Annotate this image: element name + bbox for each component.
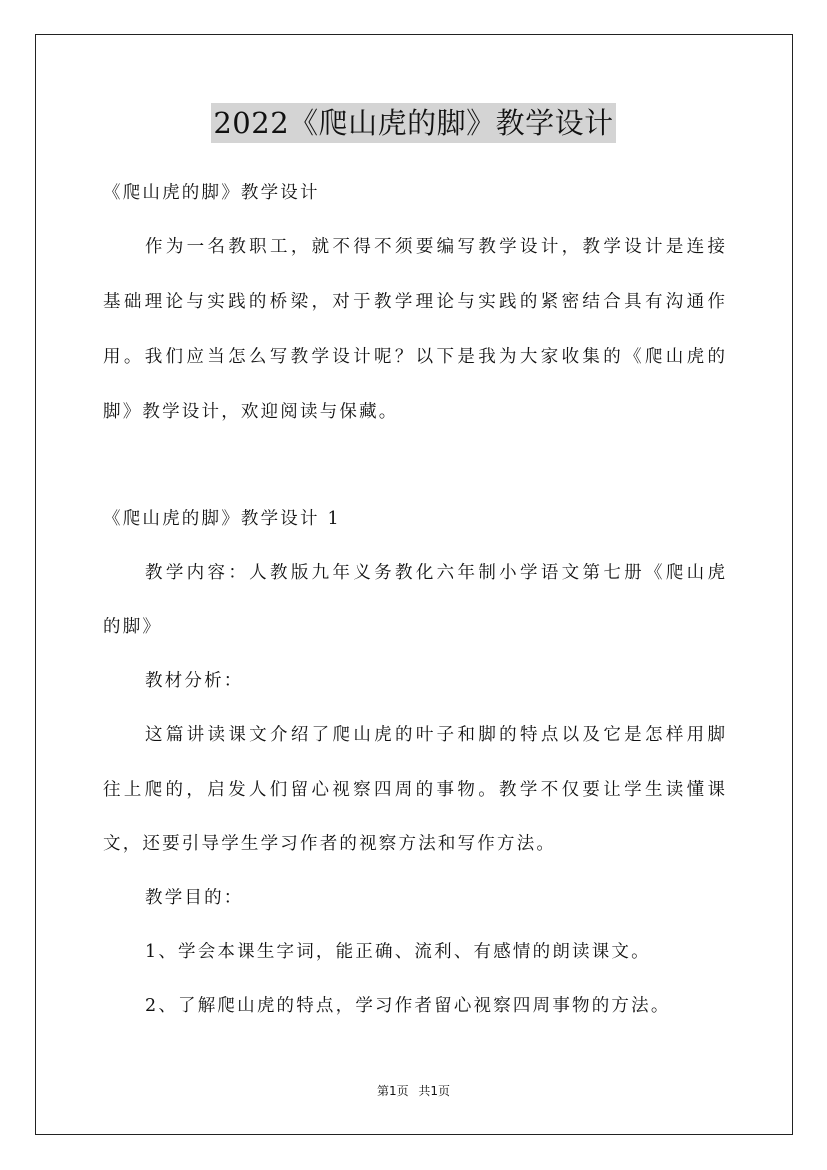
page-total: 共1页 [418, 1084, 451, 1098]
analysis-heading: 教材分析： [145, 671, 244, 691]
page-footer [0, 1083, 827, 1099]
analysis-line-1: 这篇讲读课文介绍了爬山虎的叶子和脚的特点以及它是怎样用脚 [145, 725, 725, 745]
page-number: 第1页 [376, 1084, 409, 1098]
intro-line-4: 脚》教学设计，欢迎阅读与保藏。 [103, 402, 399, 422]
intro-line-1: 作为一名教职工，就不得不须要编写教学设计，教学设计是连接 [145, 237, 725, 257]
subtitle: 《爬山虎的脚》教学设计 [103, 183, 320, 203]
document-title-wrap [0, 103, 827, 143]
content-line-2: 的脚》 [103, 617, 163, 637]
analysis-line-2: 往上爬的，启发人们留心视察四周的事物。教学不仅要让学生读懂课 [103, 780, 725, 800]
objective-2: 2、了解爬山虎的特点，学习作者留心视察四周事物的方法。 [145, 996, 671, 1016]
objective-1: 1、学会本课生字词，能正确、流利、有感情的朗读课文。 [145, 942, 651, 962]
content-line-1: 教学内容：人教版九年义务教化六年制小学语文第七册《爬山虎 [145, 563, 725, 583]
objectives-heading: 教学目的： [145, 888, 244, 908]
document-title: 2022《爬山虎的脚》教学设计 [211, 103, 615, 143]
section-heading: 《爬山虎的脚》教学设计 1 [103, 509, 341, 529]
intro-line-3: 用。我们应当怎么写教学设计呢？以下是我为大家收集的《爬山虎的 [103, 347, 725, 367]
analysis-line-3: 文，还要引导学生学习作者的视察方法和写作方法。 [103, 834, 557, 854]
intro-line-2: 基础理论与实践的桥梁，对于教学理论与实践的紧密结合具有沟通作 [103, 292, 725, 312]
